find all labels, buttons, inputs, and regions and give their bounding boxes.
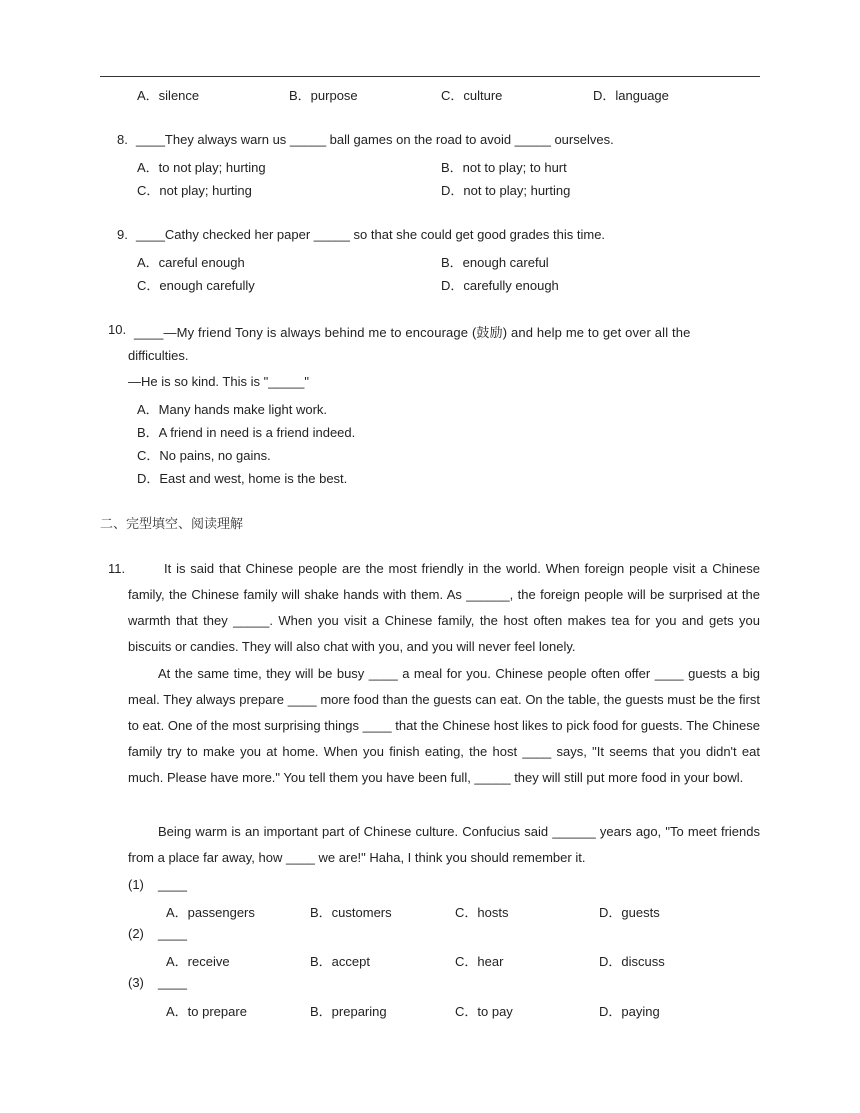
q10-option-d: D．East and west, home is the best. bbox=[137, 471, 348, 486]
q11-paragraph-2-text: At the same time, they will be busy ____ a meal for you. Chinese people often offer ____ guests a big meal. They always prepare ____ more food than the guests can eat. On the table, the guests must be the first to eat. One of the most surprising things ____ that the Chinese host likes to pick food for guests. The Chinese family try to make you at home. When you finish eating, the host ____ says, "It seems that you didn't eat much. Please have more." You tell them you have been full, _____ they will still put more food in your bowl. bbox=[128, 666, 760, 785]
q11-paragraph-1-text: It is said that Chinese people are the most friendly in the world. When foreign people visit a Chinese family, the Chinese family will shake hands with them. As ______, the foreign people will be surprised at the warmth that they _____. When you visit a Chinese family, the host often makes tea for you and gets you biscuits or candies. They will also chat with you, and you will never feel lonely. bbox=[128, 561, 760, 654]
q10-number: 10. bbox=[108, 322, 127, 337]
q11-subquestion-1 bbox=[128, 877, 187, 892]
q9-option-a: A．careful enough bbox=[137, 255, 245, 270]
subquestion-number: (3) bbox=[128, 975, 144, 990]
q7-option-c: C．culture bbox=[441, 88, 503, 103]
q11-3-option-a: A．to prepare bbox=[166, 1004, 247, 1019]
q8-option-a: A．to not play; hurting bbox=[137, 160, 266, 175]
q7-option-d: D．language bbox=[593, 88, 669, 103]
q10-option-a: A．Many hands make light work. bbox=[137, 402, 328, 417]
header-rule bbox=[100, 76, 760, 77]
q11-subquestion-3 bbox=[128, 975, 187, 990]
subquestion-number: (2) bbox=[128, 926, 144, 941]
q9-option-c: C．enough carefully bbox=[137, 278, 255, 293]
q9-option-d: D．carefully enough bbox=[441, 278, 559, 293]
q8-option-d: D．not to play; hurting bbox=[441, 183, 571, 198]
q11-3-option-c: C．to pay bbox=[455, 1004, 513, 1019]
q11-2-option-d: D．discuss bbox=[599, 954, 665, 969]
subquestion-blank: ____ bbox=[158, 877, 187, 892]
q11-subquestion-2 bbox=[128, 926, 187, 941]
q10-stem-line3: —He is so kind. This is "_____" bbox=[128, 374, 309, 389]
q10-option-b: B．A friend in need is a friend indeed. bbox=[137, 425, 356, 440]
q11-1-option-b: B．customers bbox=[310, 905, 392, 920]
q11-2-option-a: A．receive bbox=[166, 954, 230, 969]
q7-option-a: A．silence bbox=[137, 88, 200, 103]
q11-3-option-d: D．paying bbox=[599, 1004, 660, 1019]
section-title: 二、完型填空、阅读理解 bbox=[100, 517, 244, 532]
q9-option-b: B．enough careful bbox=[441, 255, 549, 270]
q11-paragraph-3 bbox=[128, 819, 760, 871]
q9-stem: ____Cathy checked her paper _____ so that she could get good grades this time. bbox=[136, 227, 606, 242]
q9-number: 9. bbox=[117, 227, 128, 242]
q8-stem: ____They always warn us _____ ball games on the road to avoid _____ ourselves. bbox=[136, 132, 614, 147]
q11-1-option-a: A．passengers bbox=[166, 905, 255, 920]
q10-stem-line1: ____—My friend Tony is always behind me to encourage (鼓励) and help me to get over all the bbox=[134, 325, 691, 340]
subquestion-number: (1) bbox=[128, 877, 144, 892]
q11-paragraph-2 bbox=[128, 661, 760, 791]
q8-number: 8. bbox=[117, 132, 128, 147]
subquestion-blank: ____ bbox=[158, 926, 187, 941]
q10-stem-line2: difficulties. bbox=[128, 348, 189, 363]
subquestion-blank: ____ bbox=[158, 975, 187, 990]
q11-number: 11. bbox=[108, 561, 126, 576]
q10-option-c: C．No pains, no gains. bbox=[137, 448, 271, 463]
q7-option-b: B．purpose bbox=[289, 88, 358, 103]
q8-option-b: B．not to play; to hurt bbox=[441, 160, 567, 175]
q11-1-option-d: D．guests bbox=[599, 905, 660, 920]
q8-option-c: C．not play; hurting bbox=[137, 183, 252, 198]
q11-1-option-c: C．hosts bbox=[455, 905, 509, 920]
q11-2-option-b: B．accept bbox=[310, 954, 370, 969]
q11-paragraph-3-text: Being warm is an important part of Chinese culture. Confucius said ______ years ago, "To meet friends from a place far away, how ____ we are!" Haha, I think you should remember it. bbox=[128, 824, 760, 865]
q11-3-option-b: B．preparing bbox=[310, 1004, 387, 1019]
q11-2-option-c: C．hear bbox=[455, 954, 504, 969]
q11-paragraph-1 bbox=[128, 556, 760, 660]
